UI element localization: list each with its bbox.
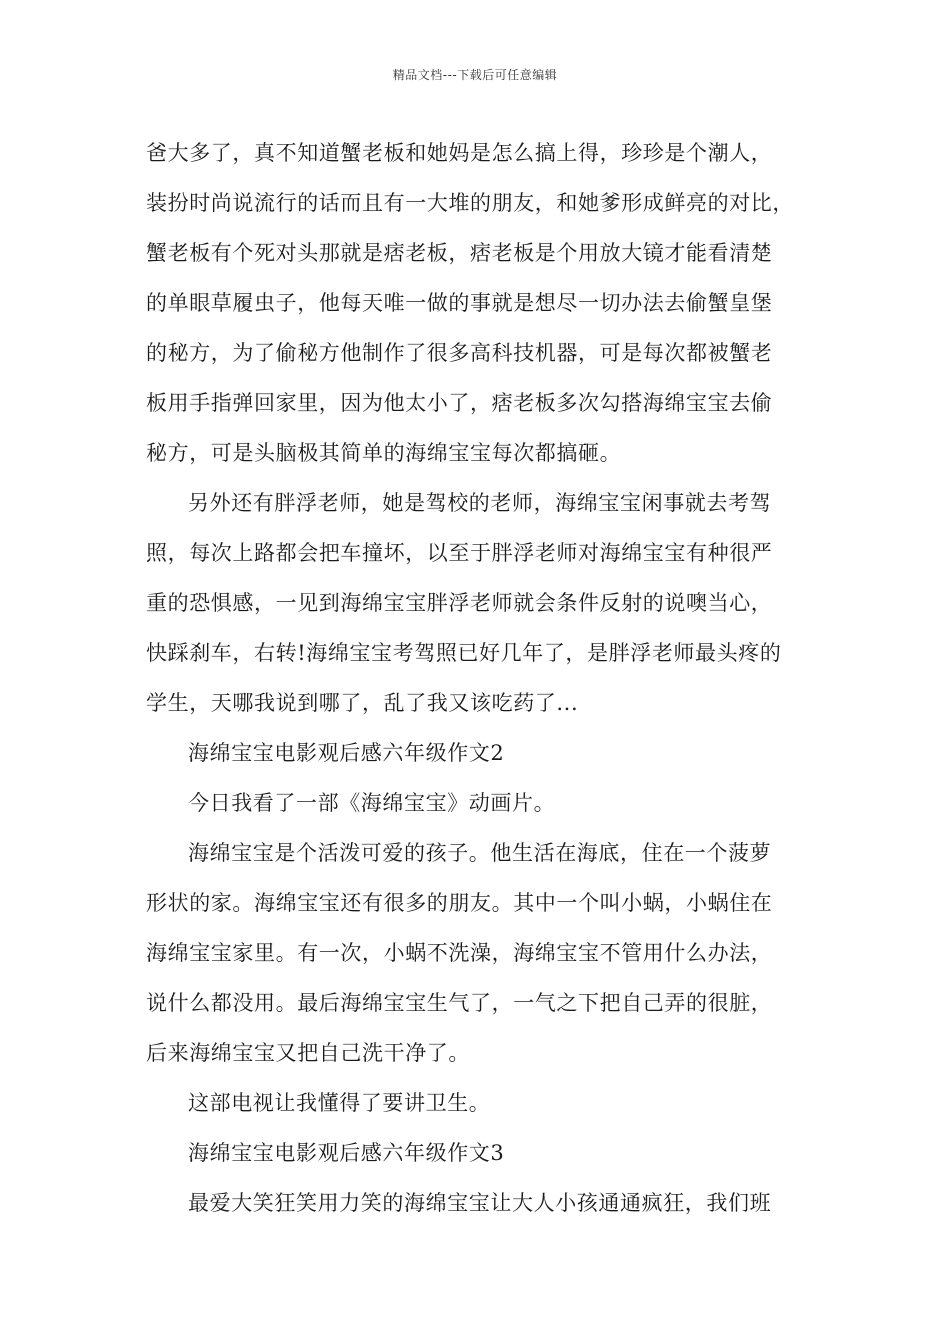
document-body — [146, 128, 826, 1228]
text-line: 的单眼草履虫子，他每天唯一做的事就是想尽一切办法去偷蟹皇堡 — [146, 291, 773, 315]
paragraph-start-line: 今日我看了一部《海绵宝宝》动画片。 — [188, 791, 556, 815]
paragraph-start-line: 最爱大笑狂笑用力笑的海绵宝宝让大人小孩通通疯狂，我们班 — [188, 1191, 772, 1215]
text-line: 的秘方，为了偷秘方他制作了很多高科技机器，可是每次都被蟹老 — [146, 341, 773, 365]
text-line: 说什么都没用。最后海绵宝宝生气了，一气之下把自己弄的很脏， — [146, 991, 773, 1015]
text-line: 快踩刹车，右转!海绵宝宝考驾照已好几年了，是胖浮老师最头疼的 — [146, 641, 782, 665]
text-line: 形状的家。海绵宝宝还有很多的朋友。其中一个叫小蜗，小蜗住在 — [146, 891, 773, 915]
page-header: 精品文档---下载后可任意编辑 — [392, 68, 558, 82]
text-line: 重的恐惧感，一见到海绵宝宝胖浮老师就会条件反射的说噢当心， — [146, 591, 773, 615]
text-line: 装扮时尚说流行的话而且有一大堆的朋友，和她爹形成鲜亮的对比， — [146, 191, 794, 215]
text-line: 后来海绵宝宝又把自己洗干净了。 — [146, 1041, 470, 1065]
text-line: 秘方，可是头脑极其简单的海绵宝宝每次都搞砸。 — [146, 441, 622, 465]
text-line: 学生，天哪我说到哪了，乱了我又该吃药了... — [146, 691, 579, 715]
section-heading: 海绵宝宝电影观后感六年级作文3 — [188, 1141, 505, 1165]
text-line: 照，每次上路都会把车撞坏，以至于胖浮老师对海绵宝宝有种很严 — [146, 541, 773, 565]
paragraph-start-line: 海绵宝宝是个活泼可爱的孩子。他生活在海底，住在一个菠萝 — [188, 841, 772, 865]
text-line: 蟹老板有个死对头那就是痞老板，痞老板是个用放大镜才能看清楚 — [146, 241, 773, 265]
text-line: 爸大多了，真不知道蟹老板和她妈是怎么搞上得，珍珍是个潮人， — [146, 141, 773, 165]
text-line: 板用手指弹回家里，因为他太小了，痞老板多次勾搭海绵宝宝去偷 — [146, 391, 773, 415]
paragraph-start-line: 另外还有胖浮老师，她是驾校的老师，海绵宝宝闲事就去考驾 — [188, 491, 772, 515]
paragraph-start-line: 这部电视让我懂得了要讲卫生。 — [188, 1091, 491, 1115]
section-heading: 海绵宝宝电影观后感六年级作文2 — [188, 741, 505, 765]
text-line: 海绵宝宝家里。有一次，小蜗不洗澡，海绵宝宝不管用什么办法， — [146, 941, 773, 965]
